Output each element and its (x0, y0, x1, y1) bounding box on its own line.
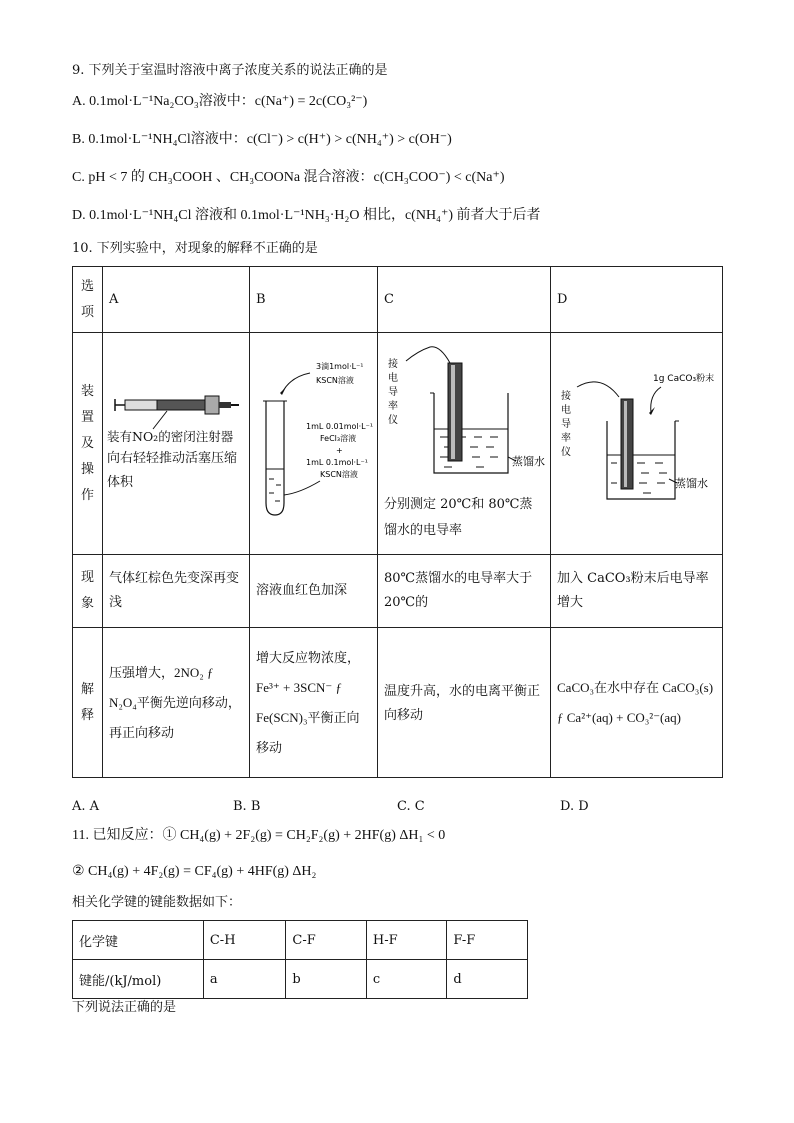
q10-choice-c: C. C (397, 799, 425, 814)
setup-d-cell (551, 333, 723, 555)
q11-intro: 相关化学键的键能数据如下： (72, 895, 242, 910)
bond-energy-c: c (366, 960, 447, 999)
setup-b-bot-1: 1mL 0.1mol·L⁻¹ (306, 458, 368, 467)
col-header-c: C (378, 267, 551, 333)
setup-b-bot-2: KSCN溶液 (320, 470, 358, 479)
svg-text:电: 电 (388, 373, 398, 384)
svg-text:率: 率 (561, 433, 571, 444)
setup-b-cell (250, 333, 378, 555)
test-tube-diagram (250, 333, 378, 545)
bond-energy-a: a (203, 960, 286, 999)
setup-b-mid-1: 1mL 0.01mol·L⁻¹ (306, 422, 374, 431)
row-label-setup: 装 置 及 操 作 (73, 333, 103, 555)
setup-b-mid-2: FeCl₃溶液 (320, 434, 357, 443)
bond-header-3: H-F (366, 921, 447, 960)
svg-text:仪: 仪 (388, 415, 398, 426)
explain-c: 温度升高，水的电离平衡正向移动 (378, 628, 551, 778)
q10-table (72, 266, 723, 778)
bond-energy-b: b (286, 960, 367, 999)
q11-eq2: ② CH₄(g) + 4F₂(g) = CF₄(g) + 4HF(g) ΔH₂ (72, 864, 317, 879)
bond-header-1: C-H (203, 921, 286, 960)
svg-text:导: 导 (388, 387, 398, 398)
bond-header-2: C-F (286, 921, 367, 960)
setup-a-note: 装有NO₂的密闭注射器 (107, 429, 234, 444)
bond-energy-table (72, 920, 528, 999)
q11-after: 下列说法正确的是 (72, 1000, 177, 1015)
phenomenon-d: 加入 CaCO₃粉末后电导率增大 (551, 555, 723, 628)
bond-energy-d: d (447, 960, 528, 999)
q10-stem: 10. 下列实验中，对现象的解释不正确的是 (72, 241, 318, 256)
q10-choice-d: D. D (560, 799, 589, 814)
phenomenon-c: 80℃蒸馏水的电导率大于20℃的 (378, 555, 551, 628)
phenomenon-b: 溶液血红色加深 (250, 555, 378, 628)
explain-a: 压强增大，2NO₂ ƒ N₂O₄平衡先逆向移动，再正向移动 (103, 628, 250, 778)
beaker-c-diagram (378, 333, 550, 483)
setup-b-top-2: KSCN溶液 (316, 376, 354, 385)
setup-d-water-label: 蒸馏水 (675, 477, 708, 490)
setup-a-text: 向右轻轻推动活塞压缩体积 (107, 451, 238, 490)
beaker-d-diagram (551, 333, 723, 513)
svg-text:导: 导 (561, 419, 571, 430)
q9-stem: 9. 下列关于室温时溶液中离子浓度关系的说法正确的是 (72, 63, 388, 78)
svg-text:仪: 仪 (561, 447, 571, 458)
bond-header-4: F-F (447, 921, 528, 960)
q9-option-a: A. 0.1mol·L⁻¹Na₂CO₃溶液中：c(Na⁺) = 2c(CO₃²⁻) (72, 94, 368, 109)
setup-a-cell (103, 333, 250, 555)
setup-c-text: 分别测定 20℃和 80℃蒸馏水的电导率 (384, 497, 533, 538)
svg-text:电: 电 (561, 405, 571, 416)
bond-energy-label: 键能/(kJ/mol) (73, 960, 204, 999)
setup-d-top-label: 1g CaCO₃粉末 (653, 374, 715, 384)
q9-option-c: C. pH < 7 的 CH₃COOH 、CH₃COONa 混合溶液：c(CH₃COO⁻) < c(Na⁺) (72, 170, 505, 185)
col-header-a: A (103, 267, 250, 333)
setup-b-plus: + (336, 446, 343, 455)
svg-text:接: 接 (388, 359, 398, 370)
q11-stem: 11. 已知反应：① CH₄(g) + 2F₂(g) = CH₂F₂(g) + 2HF(g) ΔH₁ < 0 (72, 828, 446, 843)
col-header-d: D (551, 267, 723, 333)
q9-option-d: D. 0.1mol·L⁻¹NH₄Cl 溶液和 0.1mol·L⁻¹NH₃·H₂O 相比，c(NH₄⁺) 前者大于后者 (72, 208, 541, 223)
setup-c-water-label: 蒸馏水 (512, 455, 545, 468)
row-label-explain: 解 释 (73, 628, 103, 778)
phenomenon-a: 气体红棕色先变深再变浅 (103, 555, 250, 628)
row-label-option: 选 项 (73, 267, 103, 333)
svg-text:接: 接 (561, 391, 571, 402)
explain-b: 增大反应物浓度，Fe³⁺ + 3SCN⁻ ƒ Fe(SCN)₃平衡正向移动 (250, 628, 378, 778)
explain-d: CaCO₃在水中存在 CaCO₃(s) ƒ Ca²⁺(aq) + CO₃²⁻(aq) (551, 628, 723, 778)
col-header-b: B (250, 267, 378, 333)
bond-header-0: 化学键 (73, 921, 204, 960)
q10-choice-a: A. A (72, 799, 100, 814)
setup-b-top-1: 3滴1mol·L⁻¹ (316, 362, 364, 371)
q9-option-b: B. 0.1mol·L⁻¹NH₄Cl溶液中：c(Cl⁻) > c(H⁺) > c(NH₄⁺) > c(OH⁻) (72, 132, 452, 147)
q10-choice-b: B. B (233, 799, 261, 814)
setup-c-cell (378, 333, 551, 555)
svg-text:率: 率 (388, 401, 398, 412)
row-label-phenomenon: 现 象 (73, 555, 103, 628)
